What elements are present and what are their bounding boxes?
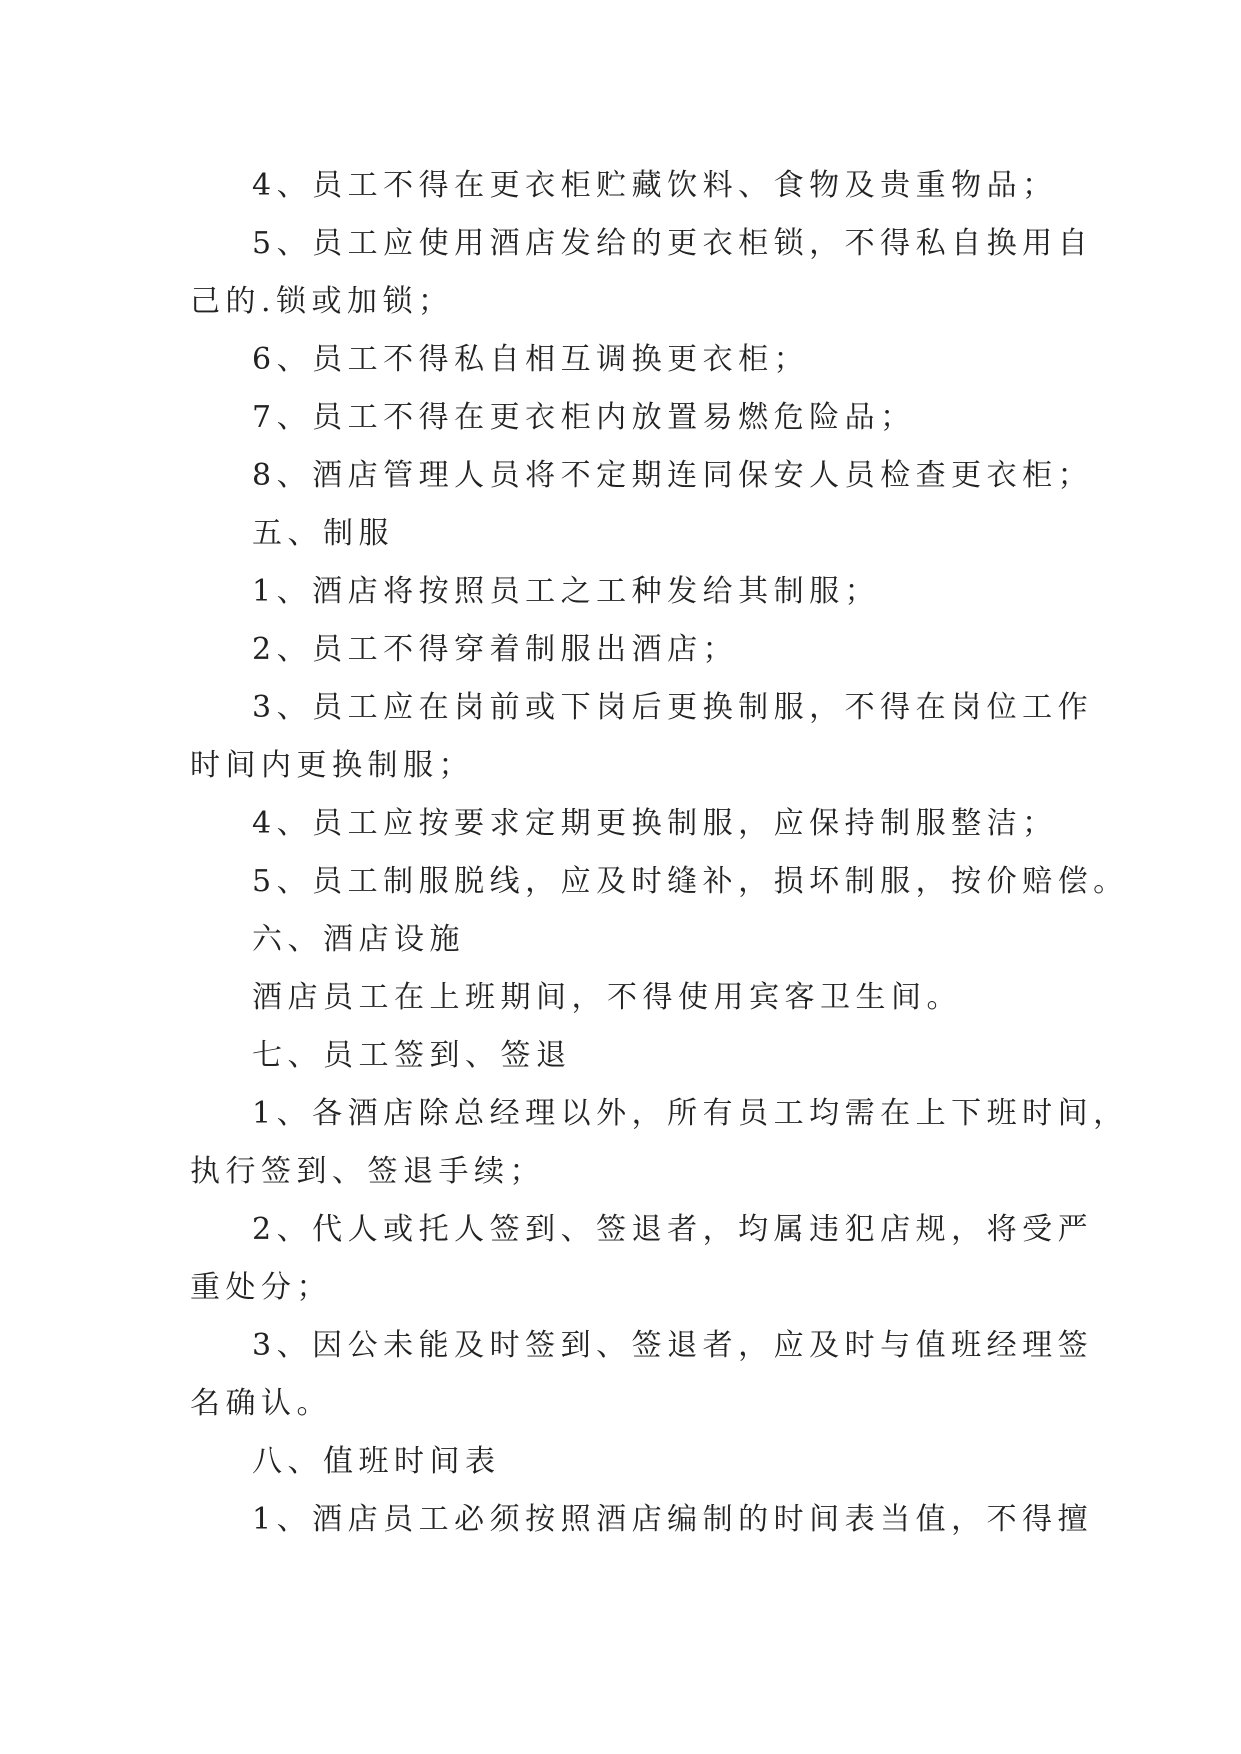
text-line: 执行签到、签退手续； <box>190 1154 545 1189</box>
section-heading: 八、值班时间表 <box>252 1444 501 1479</box>
text-line: 己的.锁或加锁； <box>190 284 454 319</box>
text-line: 名确认。 <box>190 1386 332 1421</box>
text-line: 6、员工不得私自相互调换更衣柜； <box>252 342 810 377</box>
text-line: 8、酒店管理人员将不定期连同保安人员检查更衣柜； <box>252 458 1094 493</box>
text-line: 4、员工应按要求定期更换制服，应保持制服整洁； <box>252 806 1058 841</box>
text-line: 1、各酒店除总经理以外，所有员工均需在上下班时间， <box>252 1096 1129 1131</box>
text-line: 4、员工不得在更衣柜贮藏饮料、食物及贵重物品； <box>252 168 1058 203</box>
text-line: 酒店员工在上班期间，不得使用宾客卫生间。 <box>252 980 962 1015</box>
text-line: 2、代人或托人签到、签退者，均属违犯店规，将受严 <box>252 1212 1094 1247</box>
text-line: 5、员工应使用酒店发给的更衣柜锁，不得私自换用自 <box>252 226 1094 261</box>
text-line: 1、酒店员工必须按照酒店编制的时间表当值，不得擅 <box>252 1502 1094 1537</box>
text-line: 重处分； <box>190 1270 332 1305</box>
section-heading: 五、制服 <box>252 516 394 551</box>
text-line: 5、员工制服脱线，应及时缝补，损坏制服，按价赔偿。 <box>252 864 1129 899</box>
text-line: 3、因公未能及时签到、签退者，应及时与值班经理签 <box>252 1328 1094 1363</box>
text-line: 3、员工应在岗前或下岗后更换制服，不得在岗位工作 <box>252 690 1094 725</box>
text-line: 1、酒店将按照员工之工种发给其制服； <box>252 574 881 609</box>
text-line: 2、员工不得穿着制服出酒店； <box>252 632 739 667</box>
section-heading: 六、酒店设施 <box>252 922 465 957</box>
text-line: 时间内更换制服； <box>190 748 474 783</box>
section-heading: 七、员工签到、签退 <box>252 1038 572 1073</box>
text-line: 7、员工不得在更衣柜内放置易燃危险品； <box>252 400 916 435</box>
